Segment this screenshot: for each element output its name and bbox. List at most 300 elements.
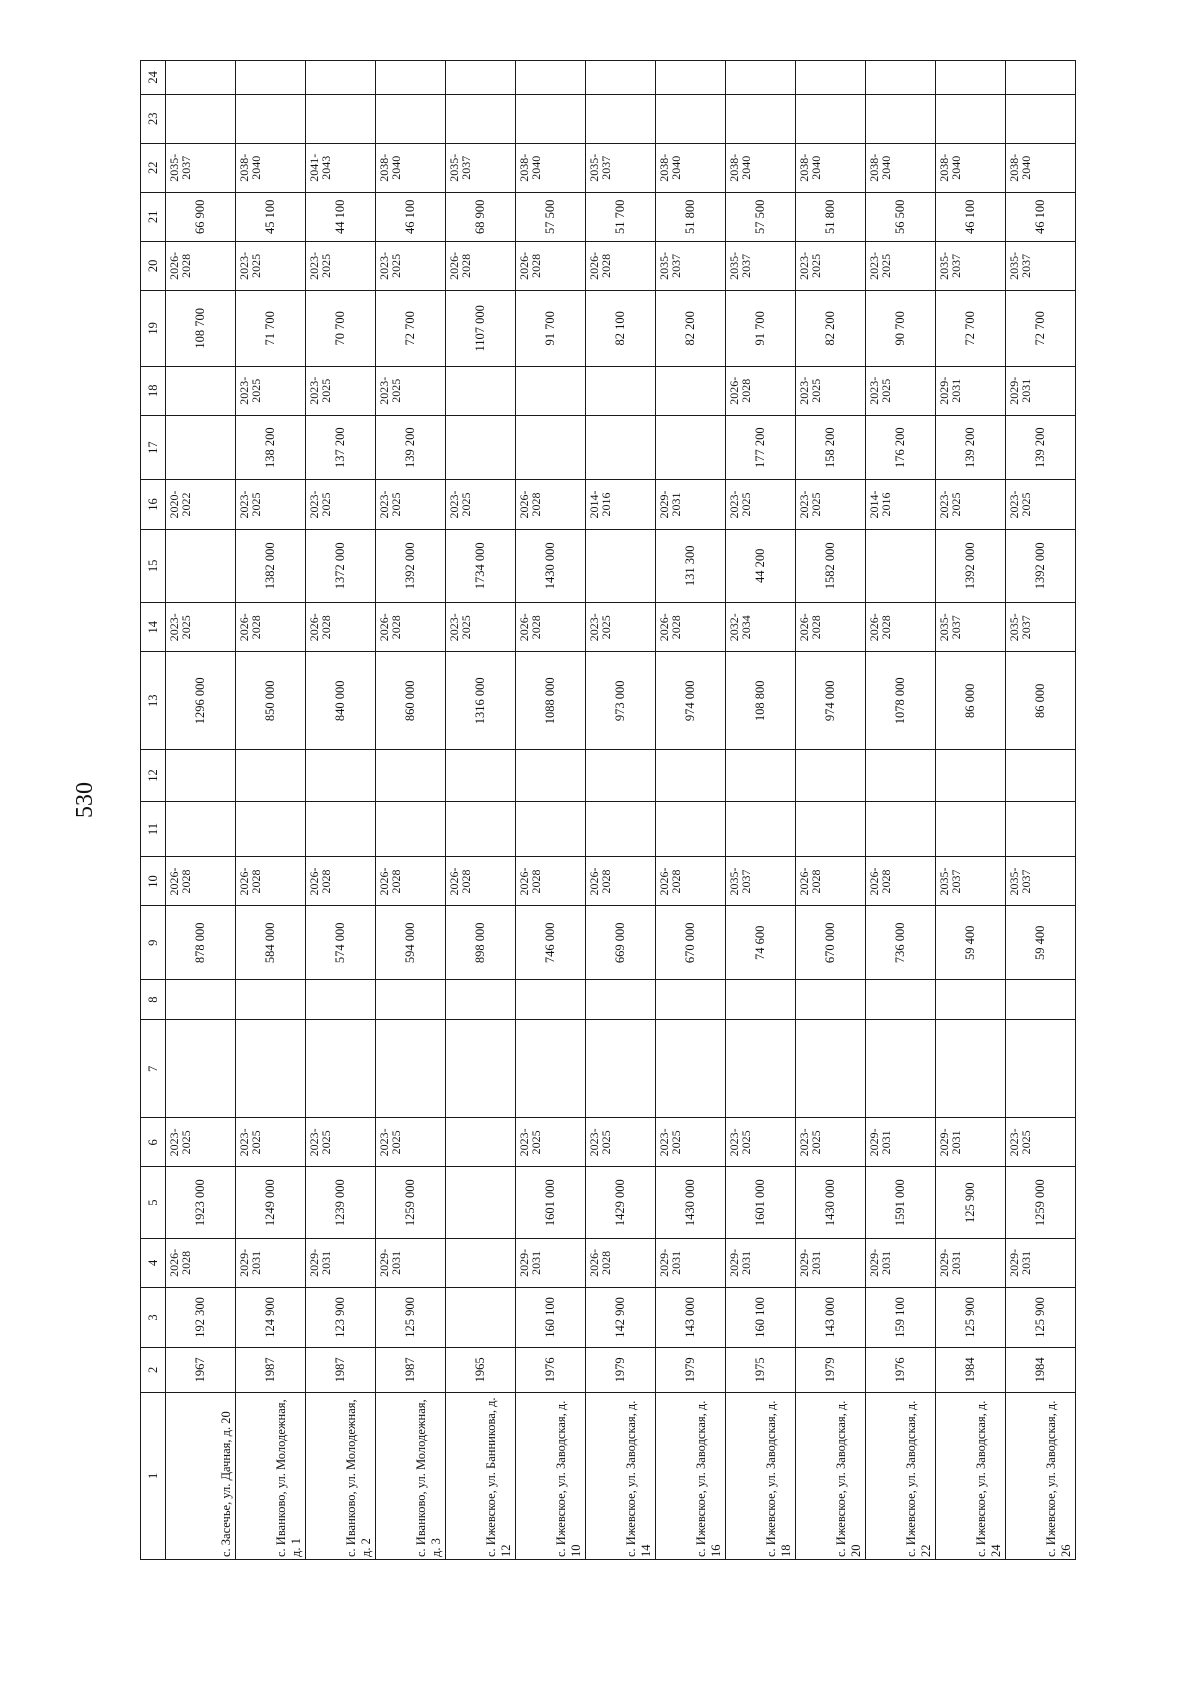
year-range-cell xyxy=(446,1238,516,1287)
year-range-cell: 2023-2025 xyxy=(376,366,446,415)
year-range-cell: 2026-2028 xyxy=(166,241,236,290)
year-range-cell: 2038-2040 xyxy=(936,143,1006,192)
year-range-cell: 2035-2037 xyxy=(586,143,656,192)
value-cell: 86 000 xyxy=(936,652,1006,750)
address-cell: с. Иванково, ул. Молодежная, д. 1 xyxy=(236,1392,306,1559)
year-range-cell: 2029-2031 xyxy=(936,1118,1006,1167)
year-range-cell: 2023-2025 xyxy=(236,366,306,415)
value-cell: 1107 000 xyxy=(446,290,516,366)
year-range-cell: 2029-2031 xyxy=(236,1238,306,1287)
year-range-cell: 2026-2028 xyxy=(166,857,236,906)
column-header: 16 xyxy=(141,480,166,529)
value-cell xyxy=(236,750,306,801)
year-range-cell: 2038-2040 xyxy=(866,143,936,192)
value-cell xyxy=(726,94,796,143)
column-header: 15 xyxy=(141,529,166,603)
year-range-cell: 2035-2037 xyxy=(1006,603,1076,652)
value-cell xyxy=(166,529,236,603)
year-range-cell: 2026-2028 xyxy=(586,241,656,290)
year-range-cell: 2026-2028 xyxy=(726,366,796,415)
table-row xyxy=(446,61,516,1560)
year-range-cell: 2023-2025 xyxy=(656,1118,726,1167)
year-range-cell: 2035-2037 xyxy=(936,241,1006,290)
year-range-cell: 2026-2028 xyxy=(796,857,866,906)
column-header: 17 xyxy=(141,415,166,480)
header-row xyxy=(141,61,166,1560)
year-range-cell: 2023-2025 xyxy=(376,1118,446,1167)
value-cell: 1392 000 xyxy=(1006,529,1076,603)
value-cell xyxy=(866,750,936,801)
year-range-cell: 2026-2028 xyxy=(236,603,306,652)
value-cell: 1975 xyxy=(726,1348,796,1393)
value-cell xyxy=(726,1020,796,1118)
year-range-cell: 2023-2025 xyxy=(166,1118,236,1167)
value-cell: 1923 000 xyxy=(166,1167,236,1238)
year-range-cell: 2026-2028 xyxy=(306,857,376,906)
value-cell: 670 000 xyxy=(656,906,726,980)
value-cell: 1976 xyxy=(516,1348,586,1393)
value-cell xyxy=(446,1167,516,1238)
year-range-cell: 2026-2028 xyxy=(866,603,936,652)
value-cell xyxy=(586,94,656,143)
year-range-cell: 2035-2037 xyxy=(726,241,796,290)
value-cell: 91 700 xyxy=(726,290,796,366)
year-range-cell: 2023-2025 xyxy=(306,1118,376,1167)
year-range-cell: 2023-2025 xyxy=(166,603,236,652)
value-cell: 1249 000 xyxy=(236,1167,306,1238)
year-range-cell: 2029-2031 xyxy=(656,1238,726,1287)
value-cell xyxy=(656,750,726,801)
year-range-cell: 2023-2025 xyxy=(586,603,656,652)
value-cell xyxy=(1006,1020,1076,1118)
value-cell xyxy=(516,1020,586,1118)
value-cell xyxy=(376,801,446,857)
value-cell: 574 000 xyxy=(306,906,376,980)
value-cell: 71 700 xyxy=(236,290,306,366)
value-cell xyxy=(446,801,516,857)
value-cell xyxy=(516,415,586,480)
value-cell: 68 900 xyxy=(446,192,516,241)
value-cell: 139 200 xyxy=(376,415,446,480)
year-range-cell: 2023-2025 xyxy=(446,480,516,529)
column-header: 10 xyxy=(141,857,166,906)
value-cell: 90 700 xyxy=(866,290,936,366)
value-cell: 1984 xyxy=(1006,1348,1076,1393)
value-cell: 669 000 xyxy=(586,906,656,980)
value-cell xyxy=(796,980,866,1020)
page-number: 530 xyxy=(72,782,98,818)
value-cell: 1392 000 xyxy=(936,529,1006,603)
year-range-cell: 2026-2028 xyxy=(236,857,306,906)
value-cell xyxy=(446,980,516,1020)
address-cell: с. Ижевское, ул. Заводская, д. 20 xyxy=(796,1392,866,1559)
value-cell: 159 100 xyxy=(866,1287,936,1347)
year-range-cell: 2026-2028 xyxy=(446,241,516,290)
value-cell: 1601 000 xyxy=(516,1167,586,1238)
table-row xyxy=(306,61,376,1560)
table-row xyxy=(236,61,306,1560)
value-cell xyxy=(306,750,376,801)
year-range-cell: 2026-2028 xyxy=(866,857,936,906)
value-cell: 44 100 xyxy=(306,192,376,241)
column-header: 5 xyxy=(141,1167,166,1238)
year-range-cell: 2023-2025 xyxy=(446,603,516,652)
value-cell xyxy=(166,750,236,801)
value-cell: 1984 xyxy=(936,1348,1006,1393)
year-range-cell: 2026-2028 xyxy=(656,857,726,906)
value-cell: 1976 xyxy=(866,1348,936,1393)
value-cell: 158 200 xyxy=(796,415,866,480)
value-cell: 160 100 xyxy=(726,1287,796,1347)
year-range-cell: 2026-2028 xyxy=(516,480,586,529)
column-header: 9 xyxy=(141,906,166,980)
value-cell xyxy=(866,801,936,857)
year-range-cell: 2023-2025 xyxy=(866,366,936,415)
value-cell: 46 100 xyxy=(376,192,446,241)
year-range-cell: 2026-2028 xyxy=(516,857,586,906)
value-cell xyxy=(796,750,866,801)
value-cell: 860 000 xyxy=(376,652,446,750)
value-cell xyxy=(166,801,236,857)
year-range-cell: 2029-2031 xyxy=(1006,1238,1076,1287)
value-cell xyxy=(866,980,936,1020)
value-cell: 137 200 xyxy=(306,415,376,480)
year-range-cell: 2014-2016 xyxy=(866,480,936,529)
value-cell: 1430 000 xyxy=(656,1167,726,1238)
value-cell: 125 900 xyxy=(936,1287,1006,1347)
value-cell xyxy=(376,750,446,801)
value-cell xyxy=(446,415,516,480)
year-range-cell: 2023-2025 xyxy=(236,241,306,290)
value-cell: 66 900 xyxy=(166,192,236,241)
value-cell: 139 200 xyxy=(1006,415,1076,480)
year-range-cell xyxy=(586,366,656,415)
value-cell: 1430 000 xyxy=(516,529,586,603)
column-header: 1 xyxy=(141,1392,166,1559)
value-cell: 1987 xyxy=(376,1348,446,1393)
table-row xyxy=(726,61,796,1560)
value-cell xyxy=(586,980,656,1020)
value-cell: 139 200 xyxy=(936,415,1006,480)
value-cell: 898 000 xyxy=(446,906,516,980)
table-row xyxy=(1006,61,1076,1560)
value-cell: 1965 xyxy=(446,1348,516,1393)
table-body xyxy=(166,61,1076,1560)
column-header: 20 xyxy=(141,241,166,290)
value-cell xyxy=(1006,801,1076,857)
value-cell: 57 500 xyxy=(726,192,796,241)
value-cell: 72 700 xyxy=(936,290,1006,366)
column-header: 7 xyxy=(141,1020,166,1118)
value-cell xyxy=(936,980,1006,1020)
value-cell: 82 200 xyxy=(796,290,866,366)
year-range-cell xyxy=(656,366,726,415)
value-cell: 143 000 xyxy=(656,1287,726,1347)
value-cell: 59 400 xyxy=(936,906,1006,980)
value-cell: 1967 xyxy=(166,1348,236,1393)
year-range-cell: 2023-2025 xyxy=(306,241,376,290)
address-cell: с. Ижевское, ул. Заводская, д. 18 xyxy=(726,1392,796,1559)
year-range-cell: 2029-2031 xyxy=(376,1238,446,1287)
value-cell xyxy=(586,61,656,95)
value-cell xyxy=(656,61,726,95)
value-cell xyxy=(656,415,726,480)
year-range-cell: 2026-2028 xyxy=(796,603,866,652)
value-cell: 1734 000 xyxy=(446,529,516,603)
year-range-cell: 2035-2037 xyxy=(656,241,726,290)
column-header: 11 xyxy=(141,801,166,857)
value-cell xyxy=(866,529,936,603)
value-cell: 51 800 xyxy=(796,192,866,241)
year-range-cell: 2023-2025 xyxy=(306,366,376,415)
value-cell xyxy=(376,94,446,143)
value-cell xyxy=(586,801,656,857)
year-range-cell: 2023-2025 xyxy=(796,1118,866,1167)
value-cell: 131 300 xyxy=(656,529,726,603)
value-cell: 746 000 xyxy=(516,906,586,980)
column-header: 24 xyxy=(141,61,166,95)
value-cell xyxy=(936,1020,1006,1118)
value-cell xyxy=(446,750,516,801)
value-cell: 124 900 xyxy=(236,1287,306,1347)
value-cell: 125 900 xyxy=(376,1287,446,1347)
value-cell: 1429 000 xyxy=(586,1167,656,1238)
value-cell xyxy=(306,980,376,1020)
value-cell xyxy=(726,980,796,1020)
year-range-cell: 2038-2040 xyxy=(516,143,586,192)
year-range-cell: 2023-2025 xyxy=(1006,1118,1076,1167)
column-header: 6 xyxy=(141,1118,166,1167)
value-cell xyxy=(166,94,236,143)
value-cell: 1591 000 xyxy=(866,1167,936,1238)
value-cell xyxy=(796,61,866,95)
value-cell xyxy=(166,980,236,1020)
value-cell: 56 500 xyxy=(866,192,936,241)
value-cell xyxy=(586,750,656,801)
table-row xyxy=(516,61,586,1560)
column-header: 19 xyxy=(141,290,166,366)
table-row xyxy=(376,61,446,1560)
year-range-cell: 2038-2040 xyxy=(376,143,446,192)
value-cell xyxy=(796,801,866,857)
year-range-cell: 2023-2025 xyxy=(586,1118,656,1167)
value-cell xyxy=(586,415,656,480)
value-cell xyxy=(1006,61,1076,95)
year-range-cell: 2023-2025 xyxy=(936,480,1006,529)
value-cell: 74 600 xyxy=(726,906,796,980)
year-range-cell: 2029-2031 xyxy=(936,1238,1006,1287)
year-range-cell: 2029-2031 xyxy=(796,1238,866,1287)
value-cell: 86 000 xyxy=(1006,652,1076,750)
column-header: 13 xyxy=(141,652,166,750)
value-cell: 51 800 xyxy=(656,192,726,241)
value-cell: 840 000 xyxy=(306,652,376,750)
value-cell xyxy=(1006,750,1076,801)
year-range-cell: 2023-2025 xyxy=(796,480,866,529)
value-cell: 125 900 xyxy=(1006,1287,1076,1347)
address-cell: с. Иванково, ул. Молодежная, д. 3 xyxy=(376,1392,446,1559)
year-range-cell: 2026-2028 xyxy=(656,603,726,652)
value-cell: 1382 000 xyxy=(236,529,306,603)
year-range-cell: 2026-2028 xyxy=(376,603,446,652)
year-range-cell: 2026-2028 xyxy=(376,857,446,906)
value-cell xyxy=(516,750,586,801)
column-header: 12 xyxy=(141,750,166,801)
value-cell xyxy=(166,415,236,480)
year-range-cell xyxy=(446,366,516,415)
value-cell: 1582 000 xyxy=(796,529,866,603)
value-cell: 974 000 xyxy=(656,652,726,750)
address-cell: с. Ижевское, ул. Заводская, д. 10 xyxy=(516,1392,586,1559)
value-cell: 1259 000 xyxy=(376,1167,446,1238)
year-range-cell: 2023-2025 xyxy=(796,241,866,290)
year-range-cell: 2035-2037 xyxy=(726,857,796,906)
value-cell: 1979 xyxy=(586,1348,656,1393)
value-cell: 1239 000 xyxy=(306,1167,376,1238)
value-cell: 125 900 xyxy=(936,1167,1006,1238)
value-cell: 1372 000 xyxy=(306,529,376,603)
column-header: 14 xyxy=(141,603,166,652)
value-cell xyxy=(936,94,1006,143)
value-cell xyxy=(446,94,516,143)
year-range-cell xyxy=(446,1118,516,1167)
year-range-cell: 2026-2028 xyxy=(586,1238,656,1287)
year-range-cell: 2023-2025 xyxy=(236,480,306,529)
year-range-cell: 2035-2037 xyxy=(1006,241,1076,290)
value-cell: 45 100 xyxy=(236,192,306,241)
year-range-cell: 2038-2040 xyxy=(656,143,726,192)
value-cell: 72 700 xyxy=(376,290,446,366)
year-range-cell: 2038-2040 xyxy=(1006,143,1076,192)
address-cell: с. Ижевское, ул. Банникова, д. 12 xyxy=(446,1392,516,1559)
value-cell: 91 700 xyxy=(516,290,586,366)
year-range-cell: 2038-2040 xyxy=(726,143,796,192)
value-cell xyxy=(236,94,306,143)
value-cell: 176 200 xyxy=(866,415,936,480)
column-header: 4 xyxy=(141,1238,166,1287)
value-cell: 57 500 xyxy=(516,192,586,241)
value-cell: 584 000 xyxy=(236,906,306,980)
value-cell: 736 000 xyxy=(866,906,936,980)
column-header: 23 xyxy=(141,94,166,143)
value-cell xyxy=(446,61,516,95)
value-cell: 70 700 xyxy=(306,290,376,366)
year-range-cell: 2023-2025 xyxy=(726,480,796,529)
year-range-cell: 2014-2016 xyxy=(586,480,656,529)
value-cell: 1601 000 xyxy=(726,1167,796,1238)
value-cell xyxy=(376,61,446,95)
address-cell: с. Иванково, ул. Молодежная, д. 2 xyxy=(306,1392,376,1559)
value-cell: 1987 xyxy=(306,1348,376,1393)
value-cell: 51 700 xyxy=(586,192,656,241)
registry-table xyxy=(140,60,1076,1560)
value-cell: 1296 000 xyxy=(166,652,236,750)
value-cell xyxy=(306,94,376,143)
year-range-cell: 2029-2031 xyxy=(1006,366,1076,415)
year-range-cell: 2023-2025 xyxy=(376,480,446,529)
column-header: 8 xyxy=(141,980,166,1020)
year-range-cell xyxy=(166,366,236,415)
address-cell: с. Ижевское, ул. Заводская, д. 14 xyxy=(586,1392,656,1559)
column-header: 18 xyxy=(141,366,166,415)
value-cell: 108 800 xyxy=(726,652,796,750)
value-cell: 594 000 xyxy=(376,906,446,980)
value-cell xyxy=(866,1020,936,1118)
year-range-cell: 2023-2025 xyxy=(516,1118,586,1167)
year-range-cell xyxy=(516,366,586,415)
year-range-cell: 2029-2031 xyxy=(866,1118,936,1167)
year-range-cell: 2026-2028 xyxy=(586,857,656,906)
year-range-cell: 2029-2031 xyxy=(866,1238,936,1287)
value-cell xyxy=(936,801,1006,857)
year-range-cell: 2041-2043 xyxy=(306,143,376,192)
value-cell xyxy=(306,801,376,857)
value-cell: 1392 000 xyxy=(376,529,446,603)
value-cell xyxy=(936,750,1006,801)
year-range-cell: 2023-2025 xyxy=(796,366,866,415)
year-range-cell: 2035-2037 xyxy=(936,603,1006,652)
value-cell xyxy=(516,801,586,857)
year-range-cell: 2026-2028 xyxy=(446,857,516,906)
value-cell: 59 400 xyxy=(1006,906,1076,980)
value-cell xyxy=(516,94,586,143)
value-cell: 1979 xyxy=(796,1348,866,1393)
year-range-cell: 2038-2040 xyxy=(236,143,306,192)
value-cell: 1979 xyxy=(656,1348,726,1393)
year-range-cell: 2026-2028 xyxy=(516,241,586,290)
value-cell xyxy=(726,801,796,857)
year-range-cell: 2029-2031 xyxy=(516,1238,586,1287)
value-cell xyxy=(726,61,796,95)
rotated-table-page xyxy=(72,60,1073,1560)
value-cell xyxy=(656,94,726,143)
year-range-cell: 2020-2022 xyxy=(166,480,236,529)
year-range-cell: 2023-2025 xyxy=(236,1118,306,1167)
year-range-cell: 2023-2025 xyxy=(866,241,936,290)
value-cell xyxy=(446,1020,516,1118)
value-cell: 82 200 xyxy=(656,290,726,366)
value-cell xyxy=(376,980,446,1020)
value-cell: 46 100 xyxy=(1006,192,1076,241)
column-header: 3 xyxy=(141,1287,166,1347)
table-row xyxy=(866,61,936,1560)
year-range-cell: 2023-2025 xyxy=(1006,480,1076,529)
value-cell xyxy=(656,980,726,1020)
value-cell: 973 000 xyxy=(586,652,656,750)
value-cell xyxy=(516,980,586,1020)
value-cell xyxy=(166,61,236,95)
value-cell: 46 100 xyxy=(936,192,1006,241)
table-row xyxy=(656,61,726,1560)
value-cell: 138 200 xyxy=(236,415,306,480)
address-cell: с. Ижевское, ул. Заводская, д. 24 xyxy=(936,1392,1006,1559)
year-range-cell: 2029-2031 xyxy=(656,480,726,529)
value-cell xyxy=(306,61,376,95)
value-cell xyxy=(236,61,306,95)
value-cell xyxy=(446,1287,516,1347)
value-cell xyxy=(586,529,656,603)
value-cell xyxy=(866,61,936,95)
value-cell: 878 000 xyxy=(166,906,236,980)
column-header: 22 xyxy=(141,143,166,192)
value-cell: 850 000 xyxy=(236,652,306,750)
address-cell: с. Ижевское, ул. Заводская, д. 22 xyxy=(866,1392,936,1559)
value-cell: 82 100 xyxy=(586,290,656,366)
value-cell xyxy=(306,1020,376,1118)
value-cell: 1987 xyxy=(236,1348,306,1393)
value-cell xyxy=(236,801,306,857)
value-cell xyxy=(236,1020,306,1118)
